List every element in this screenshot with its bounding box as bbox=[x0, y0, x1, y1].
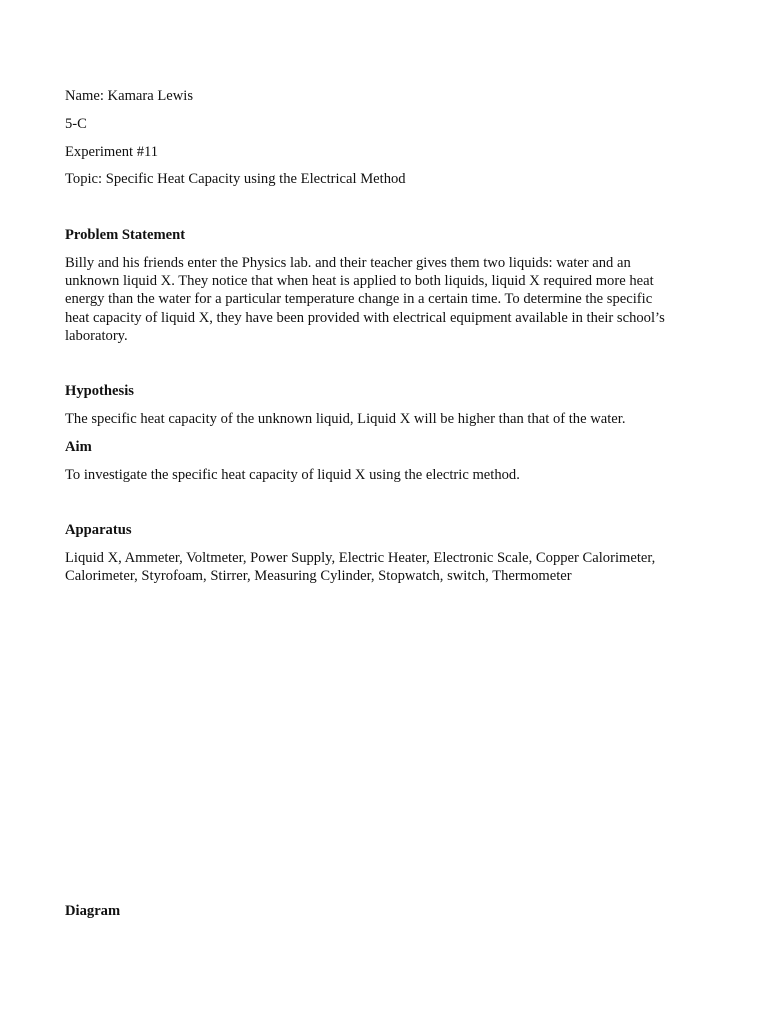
apparatus-line: Liquid X, Ammeter, Voltmeter, Power Supply, Electric Heater, Electronic Scale, Copper Calorimeter, bbox=[65, 550, 656, 566]
experiment-number: Experiment #11 bbox=[65, 144, 159, 160]
problem-statement-text bbox=[65, 254, 715, 345]
student-name: Name: Kamara Lewis bbox=[65, 88, 194, 104]
problem-statement-line: energy than the water for a particular temperature change in a certain time. To determine the specific bbox=[65, 291, 653, 308]
problem-statement-heading: Problem Statement bbox=[65, 227, 186, 243]
problem-statement-line: Billy and his friends enter the Physics lab. and their teacher gives them two liquids: water and an bbox=[65, 255, 631, 271]
apparatus-list bbox=[65, 549, 715, 585]
hypothesis-heading: Hypothesis bbox=[65, 383, 134, 399]
apparatus-heading: Apparatus bbox=[65, 522, 132, 538]
problem-statement-line: unknown liquid X. They notice that when heat is applied to both liquids, liquid X required more heat bbox=[65, 273, 654, 290]
diagram-heading: Diagram bbox=[65, 903, 121, 919]
hypothesis-text: The specific heat capacity of the unknown liquid, Liquid X will be higher than that of the water. bbox=[65, 411, 626, 427]
class-label: 5-C bbox=[65, 116, 87, 132]
aim-heading: Aim bbox=[65, 439, 92, 455]
problem-statement-line: laboratory. bbox=[65, 327, 128, 344]
topic-line: Topic: Specific Heat Capacity using the Electrical Method bbox=[65, 171, 406, 187]
apparatus-line: Calorimeter, Styrofoam, Stirrer, Measuring Cylinder, Stopwatch, switch, Thermometer bbox=[65, 568, 572, 585]
aim-text: To investigate the specific heat capacity of liquid X using the electric method. bbox=[65, 467, 520, 483]
problem-statement-line: heat capacity of liquid X, they have been provided with electrical equipment available in their school’s bbox=[65, 309, 665, 326]
